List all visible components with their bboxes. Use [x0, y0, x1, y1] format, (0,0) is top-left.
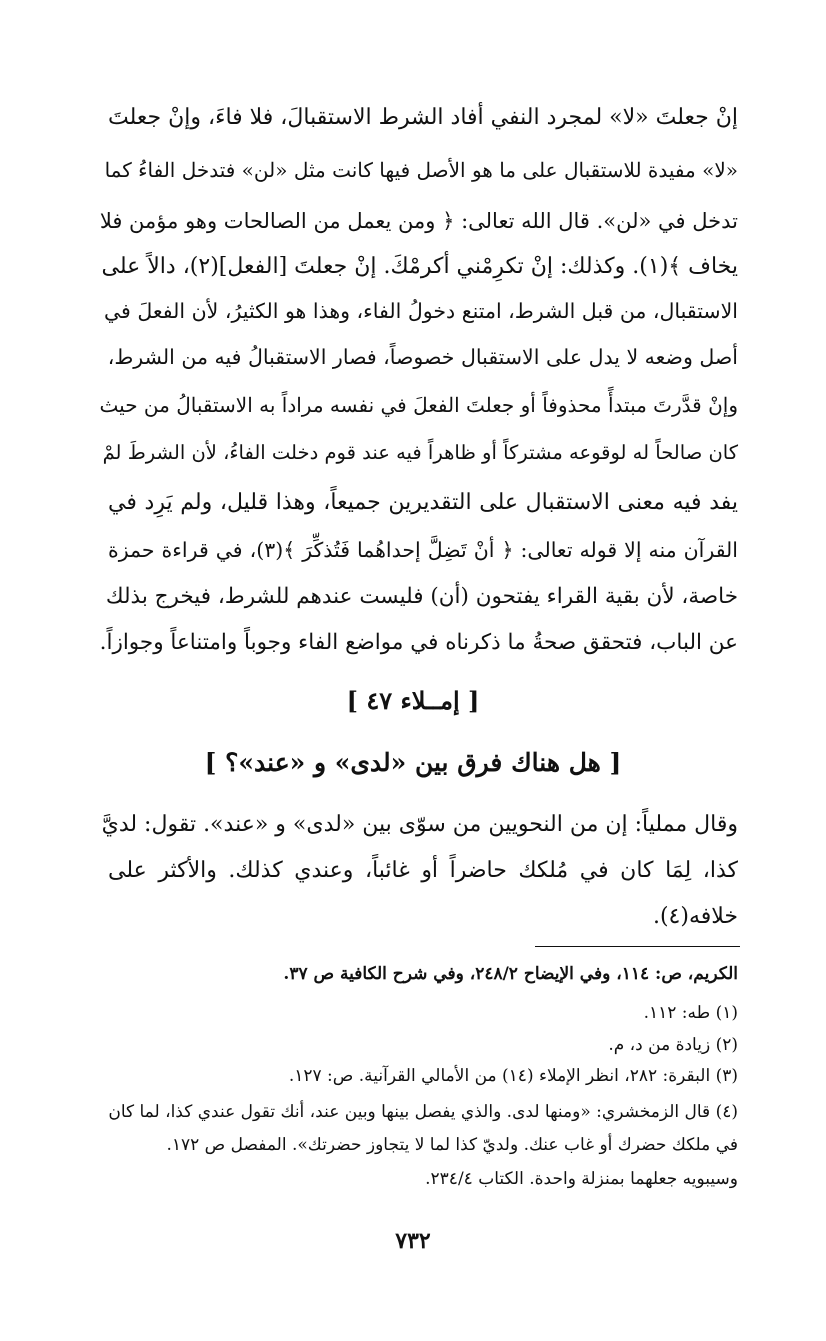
body-line-1: إنْ جعلتَ «لا» لمجرد النفي أفاد الشرط الاستقبالَ، فلا فاءَ، وإنْ جعلتَ	[108, 105, 738, 130]
body-line-10: القرآن منه إلا قوله تعالى: ﴿ أنْ تَضِلَّ إحداهُما فَتُذكِّرَ ﴾(٣)، في قراءة حمزة	[108, 538, 739, 562]
footnote-divider	[535, 946, 740, 947]
body-line-3: تدخل في «لن». قال الله تعالى: ﴿ ومن يعمل من الصالحات وهو مؤمن فلا	[99, 209, 738, 233]
question-heading: [ هل هناك فرق بين «لدى» و «عند»؟ ]	[204, 748, 622, 777]
body-line-7: وإنْ قدَّرتَ مبتدأً محذوفاً أو جعلتَ الفعلَ في نفسه مراداً به الاستقبالُ من حيث	[99, 393, 738, 417]
body-line-2: «لا» مفيدة للاستقبال على ما هو الأصل فيها كانت مثل «لن» فتدخل الفاءُ كما	[104, 158, 738, 182]
footnote-2: (٢) زيادة من د، م.	[608, 1035, 738, 1055]
body-line-12: عن الباب، فتحقق صحةُ ما ذكرناه في مواضع الفاء وجوباً وامتناعاً وجوازاً.	[99, 630, 738, 655]
body-line-5: الاستقبال، من قبل الشرط، امتنع دخولُ الفاء، وهذا هو الكثيرُ، لأن الفعلَ في	[103, 299, 738, 323]
body-line-9: يفد فيه معنى الاستقبال على التقديرين جميعاً، وهذا قليل، ولم يَرِد في	[108, 490, 738, 515]
imla-heading: [ إمــلاء ٤٧ ]	[346, 686, 480, 715]
footnote-4-line-1: (٤) قال الزمخشري: «ومنها لدى. والذي يفصل بينها وبين عند، أنك تقول عندي كذا، لما كان	[108, 1102, 738, 1122]
body-line-8: كان صالحاً له لوقوعه مشتركاً أو ظاهراً فيه عند قوم دخلت الفاءُ، لأن الشرطَ لمْ	[102, 441, 738, 464]
para2-line-2: كذا، لِمَا كان في مُلكك حاضراً أو غائباً، وعندي كذلك. والأكثر على	[108, 858, 738, 883]
page-number: ٧٣٢	[395, 1228, 431, 1254]
body-line-4: يخاف ﴾(١). وكذلك: إنْ تكرِمْني أكرمْكَ. إنْ جعلتَ [الفعل](٢)، دالاً على	[101, 254, 738, 279]
footnote-1: (١) طه: ١١٢.	[643, 1003, 738, 1023]
body-line-6: أصل وضعه لا يدل على الاستقبال خصوصاً، فصار الاستقبالُ فيه من الشرط،	[107, 345, 738, 369]
footnote-4-line-2: في ملكك حضرك أو غاب عنك. ولديّ كذا لما لا يتجاوز حضرتك». المفصل ص ١٧٢.	[166, 1135, 738, 1155]
footnote-4-line-3: وسيبويه جعلهما بمنزلة واحدة. الكتاب ٢٣٤/٤.	[425, 1169, 738, 1189]
footnote-3: (٣) البقرة: ٢٨٢، انظر الإملاء (١٤) من الأمالي القرآنية. ص: ١٢٧.	[288, 1066, 738, 1086]
footnote-continuation: الكريم، ص: ١١٤، وفي الإيضاح ٢٤٨/٢، وفي شرح الكافية ص ٣٧.	[283, 964, 738, 984]
para2-line-1: وقال مملياً: إن من النحويين من سوّى بين «لدى» و «عند». تقول: لديَّ	[101, 812, 738, 837]
para2-line-3: خلافه(٤).	[652, 904, 738, 929]
body-line-11: خاصة، لأن بقية القراء يفتحون (أن) فليست عندهم للشرط، فيخرج بذلك	[105, 584, 738, 609]
